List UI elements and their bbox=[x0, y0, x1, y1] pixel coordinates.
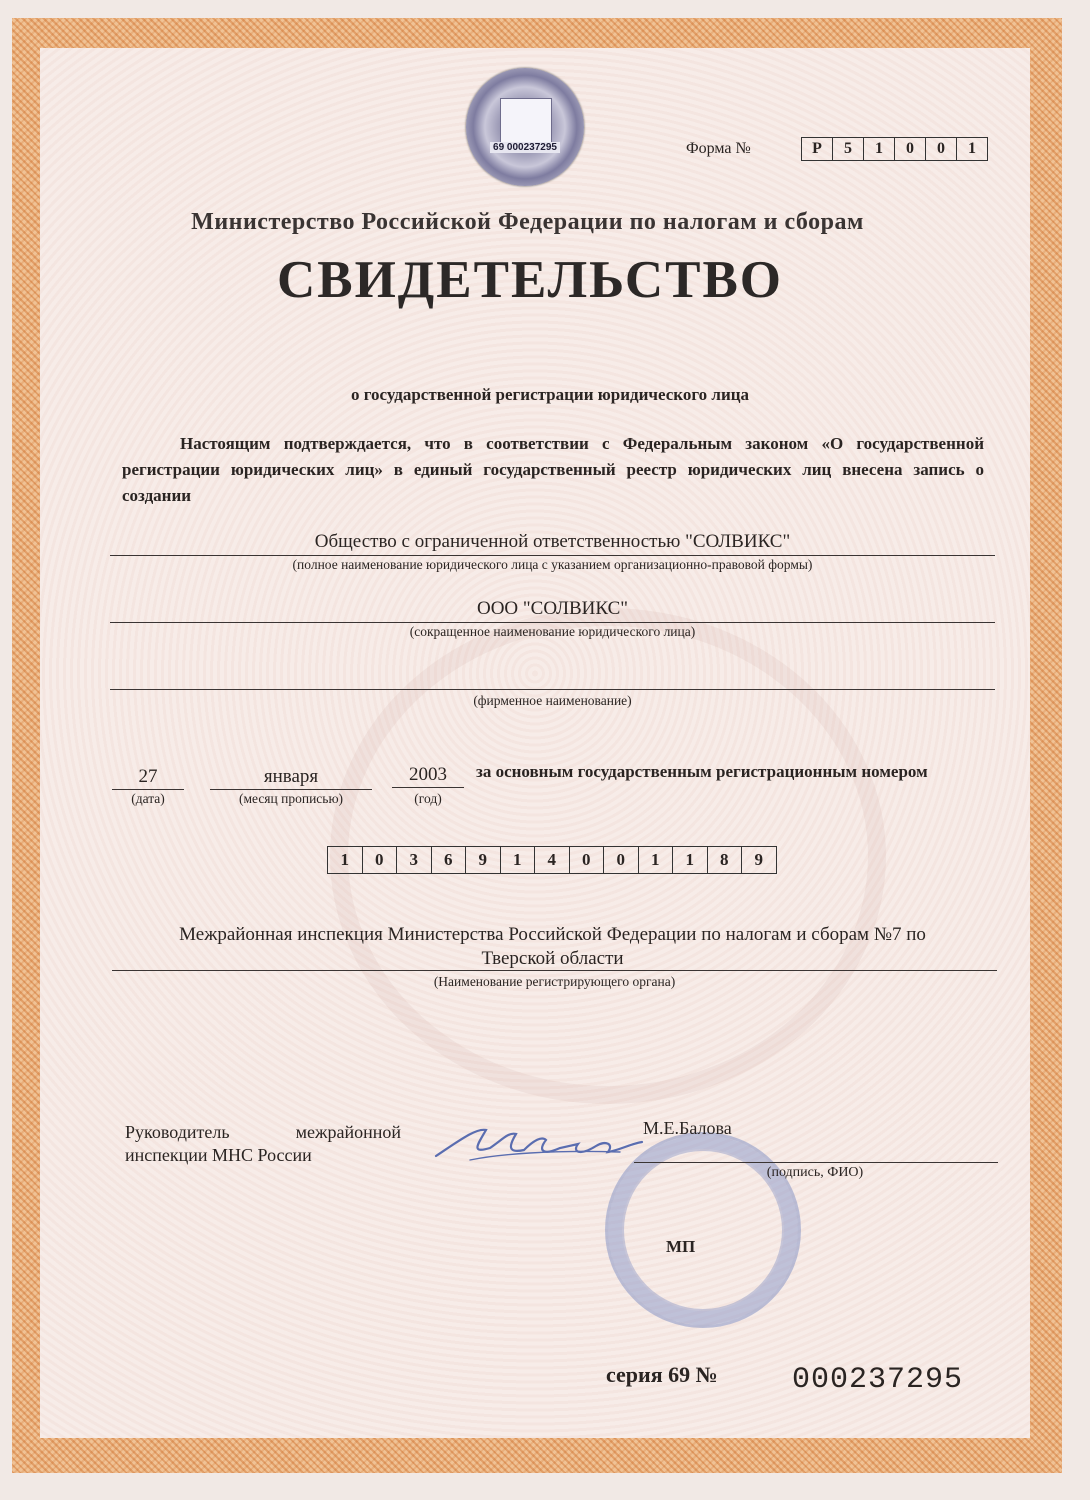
month-caption: (месяц прописью) bbox=[238, 791, 344, 806]
form-code-char: 5 bbox=[833, 138, 864, 160]
authority-caption: (Наименование регистрирующего органа) bbox=[433, 974, 676, 989]
authority-value-line2: Тверской области bbox=[481, 948, 624, 969]
signer-position-line2: инспекции МНС России bbox=[125, 1145, 312, 1165]
ogrn-digit: 9 bbox=[754, 850, 763, 869]
form-number-boxes bbox=[801, 137, 988, 161]
stamp-place-label: МП bbox=[666, 1237, 696, 1256]
document-title: СВИДЕТЕЛЬСТВО bbox=[276, 251, 784, 309]
ogrn-digit: 1 bbox=[673, 847, 708, 873]
ogrn-digit: 6 bbox=[432, 847, 467, 873]
form-code-char: 1 bbox=[864, 138, 895, 160]
ministry-heading: Министерство Российской Федерации по налогам и сборам bbox=[191, 209, 864, 235]
year-caption: (год) bbox=[414, 791, 442, 806]
ogrn-digit: 0 bbox=[570, 847, 605, 873]
form-code-char: 1 bbox=[968, 140, 976, 157]
day-caption: (дата) bbox=[131, 791, 165, 806]
ogrn-digit: 1 bbox=[501, 847, 536, 873]
document-subtitle: о государственной регистрации юридического лица bbox=[350, 385, 750, 404]
ogrn-digit: 8 bbox=[708, 847, 743, 873]
registration-year: 2003 bbox=[409, 764, 447, 785]
form-code-char: Р bbox=[802, 138, 833, 160]
hologram-number: 69 000237295 bbox=[490, 142, 560, 153]
registration-month: января bbox=[263, 766, 319, 787]
full-name-caption: (полное наименование юридического лица с указанием организационно-правовой формы) bbox=[292, 557, 813, 572]
short-name-line bbox=[110, 622, 995, 623]
confirmation-paragraph bbox=[122, 431, 984, 509]
form-number-label: Форма № bbox=[686, 140, 751, 157]
brand-name-caption: (фирменное наименование) bbox=[473, 693, 632, 708]
ogrn-digit: 0 bbox=[604, 847, 639, 873]
ogrn-digit: 3 bbox=[397, 847, 432, 873]
ogrn-digit: 4 bbox=[535, 847, 570, 873]
ogrn-digit: 0 bbox=[363, 847, 398, 873]
ogrn-digit: 1 bbox=[328, 847, 363, 873]
signer-position-line1: Руководитель межрайонной bbox=[125, 1122, 401, 1142]
year-line bbox=[392, 787, 464, 788]
ogrn-digit: 1 bbox=[639, 847, 674, 873]
registration-day: 27 bbox=[138, 766, 158, 787]
day-line bbox=[112, 789, 184, 790]
signature-caption: (подпись, ФИО) bbox=[766, 1165, 864, 1180]
series-number: 000237295 bbox=[792, 1363, 964, 1397]
full-name-line bbox=[110, 555, 995, 556]
ogrn-digit: 9 bbox=[466, 847, 501, 873]
ogrn-intro-text: за основным государственным регистрационным номером bbox=[476, 762, 928, 781]
authority-value-line1: Межрайонная инспекция Министерства Российской Федерации по налогам и сборам №7 по bbox=[179, 924, 926, 945]
confirmation-text: Настоящим подтверждается, что в соответствии с Федеральным законом «О государственной регистрации юридических лиц» в единый государственный реестр юридических лиц внесена запись о создании bbox=[122, 434, 984, 505]
form-code-char: 0 bbox=[926, 138, 957, 160]
series-label: серия 69 № bbox=[606, 1362, 718, 1387]
brand-name-line bbox=[110, 689, 995, 690]
handwritten-signature bbox=[430, 1110, 650, 1170]
hologram-seal bbox=[466, 68, 584, 186]
full-name-value: Общество с ограниченной ответственностью "СОЛВИКС" bbox=[314, 531, 791, 552]
signer-name: М.Е.Балова bbox=[643, 1118, 732, 1138]
signature-line bbox=[634, 1162, 998, 1163]
month-line bbox=[210, 789, 372, 790]
form-code-char: 0 bbox=[895, 138, 926, 160]
authority-line bbox=[112, 970, 997, 971]
hologram-emblem-icon bbox=[500, 98, 552, 144]
ogrn-number-boxes bbox=[327, 846, 777, 874]
short-name-value: ООО "СОЛВИКС" bbox=[476, 598, 629, 619]
short-name-caption: (сокращенное наименование юридического лица) bbox=[409, 624, 696, 639]
